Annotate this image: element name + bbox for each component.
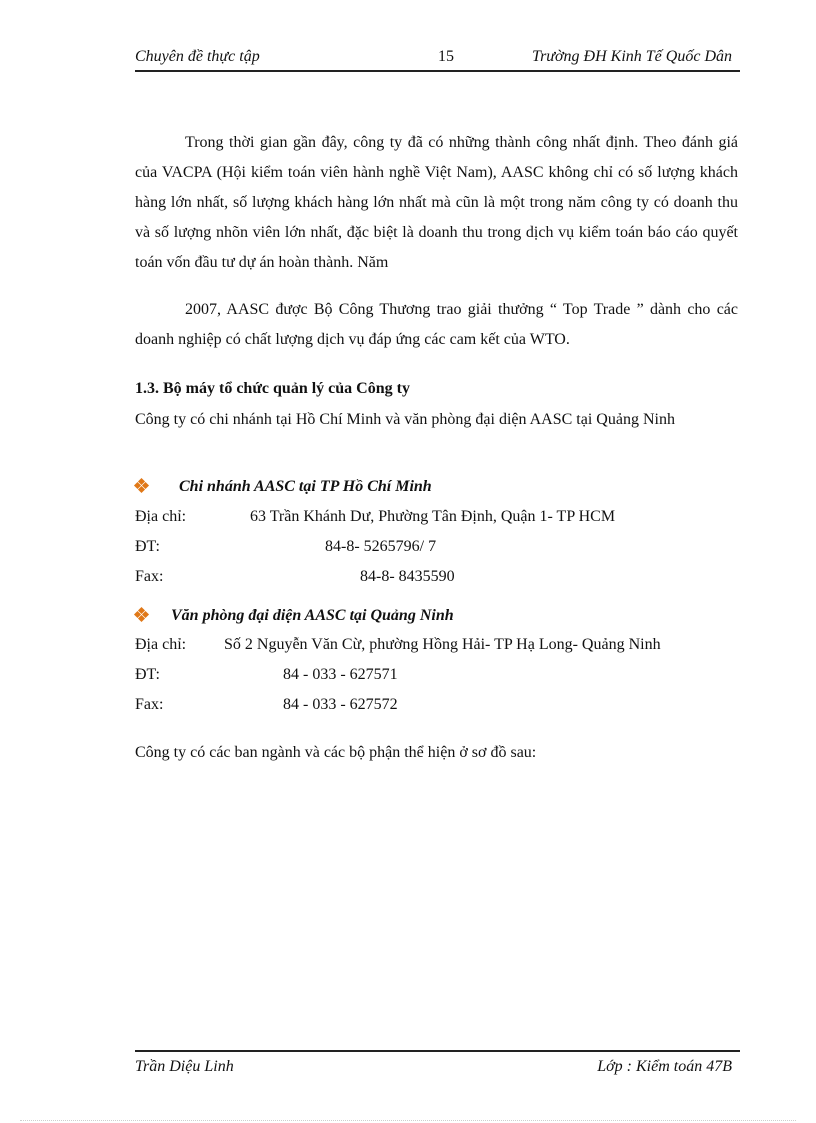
hcm-phone: 84-8- 5265796/ 7 bbox=[325, 538, 437, 555]
qn-address: Số 2 Nguyễn Văn Cừ, phường Hồng Hải- TP Hạ Long- Quảng Ninh bbox=[224, 636, 661, 653]
branch-hcm-title-text: Chi nhánh AASC tại TP Hồ Chí Minh bbox=[179, 478, 432, 495]
diamond-bullet-icon bbox=[135, 608, 149, 622]
branch-qn-title-text: Văn phòng đại diện AASC tại Quảng Ninh bbox=[171, 607, 454, 624]
branch-hcm-title bbox=[135, 477, 432, 496]
header-left-title: Chuyên đề thực tập bbox=[135, 48, 260, 65]
page-number: 15 bbox=[438, 48, 454, 65]
section-heading: 1.3. Bộ máy tổ chức quản lý của Công ty bbox=[135, 380, 410, 397]
closing-sentence: Công ty có các ban ngành và các bộ phận thể hiện ở sơ đồ sau: bbox=[135, 744, 537, 761]
footer-author: Trần Diệu Linh bbox=[135, 1058, 234, 1075]
qn-fax: 84 - 033 - 627572 bbox=[283, 696, 398, 713]
qn-fax-label: Fax: bbox=[135, 696, 164, 713]
qn-address-label: Địa chỉ: bbox=[135, 636, 187, 653]
paragraph-award: 2007, AASC được Bộ Công Thương trao giải thưởng “ Top Trade ” dành cho các doanh nghiệp có chất lượng dịch vụ đáp ứng các cam kết của WTO. bbox=[135, 301, 738, 348]
hcm-fax-label: Fax: bbox=[135, 568, 164, 585]
branch-intro: Công ty có chi nhánh tại Hồ Chí Minh và văn phòng đại diện AASC tại Quảng Ninh bbox=[135, 411, 675, 428]
header-right-title: Trường ĐH Kinh Tế Quốc Dân bbox=[532, 48, 732, 65]
hcm-address: 63 Trần Khánh Dư, Phường Tân Định, Quận 1- TP HCM bbox=[250, 508, 616, 525]
branch-qn-title bbox=[135, 606, 454, 625]
page-header bbox=[135, 48, 740, 72]
qn-phone-label: ĐT: bbox=[135, 666, 160, 683]
hcm-address-label: Địa chỉ: bbox=[135, 508, 187, 525]
hcm-phone-label: ĐT: bbox=[135, 538, 160, 555]
footer-class: Lớp : Kiểm toán 47B bbox=[597, 1058, 732, 1075]
hcm-fax: 84-8- 8435590 bbox=[360, 568, 455, 585]
diamond-bullet-icon bbox=[135, 479, 149, 493]
qn-phone: 84 - 033 - 627571 bbox=[283, 666, 398, 683]
page-footer bbox=[135, 1050, 740, 1076]
page-bottom-divider bbox=[20, 1120, 796, 1121]
paragraph-intro: Trong thời gian gần đây, công ty đã có những thành công nhất định. Theo đánh giá của VACPA (Hội kiểm toán viên hành nghề Việt Nam), AASC không chỉ có số lượng khách hàng lớn nhất, số lượng khách hàng lớn nhất mà cũn là một trong năm công ty có doanh thu và số lượng nhõn viên lớn nhất, đặc biệt là doanh thu trong dịch vụ kiểm toán báo cáo quyết toán vốn đầu tư dự án hoàn thành. Năm bbox=[135, 134, 738, 271]
